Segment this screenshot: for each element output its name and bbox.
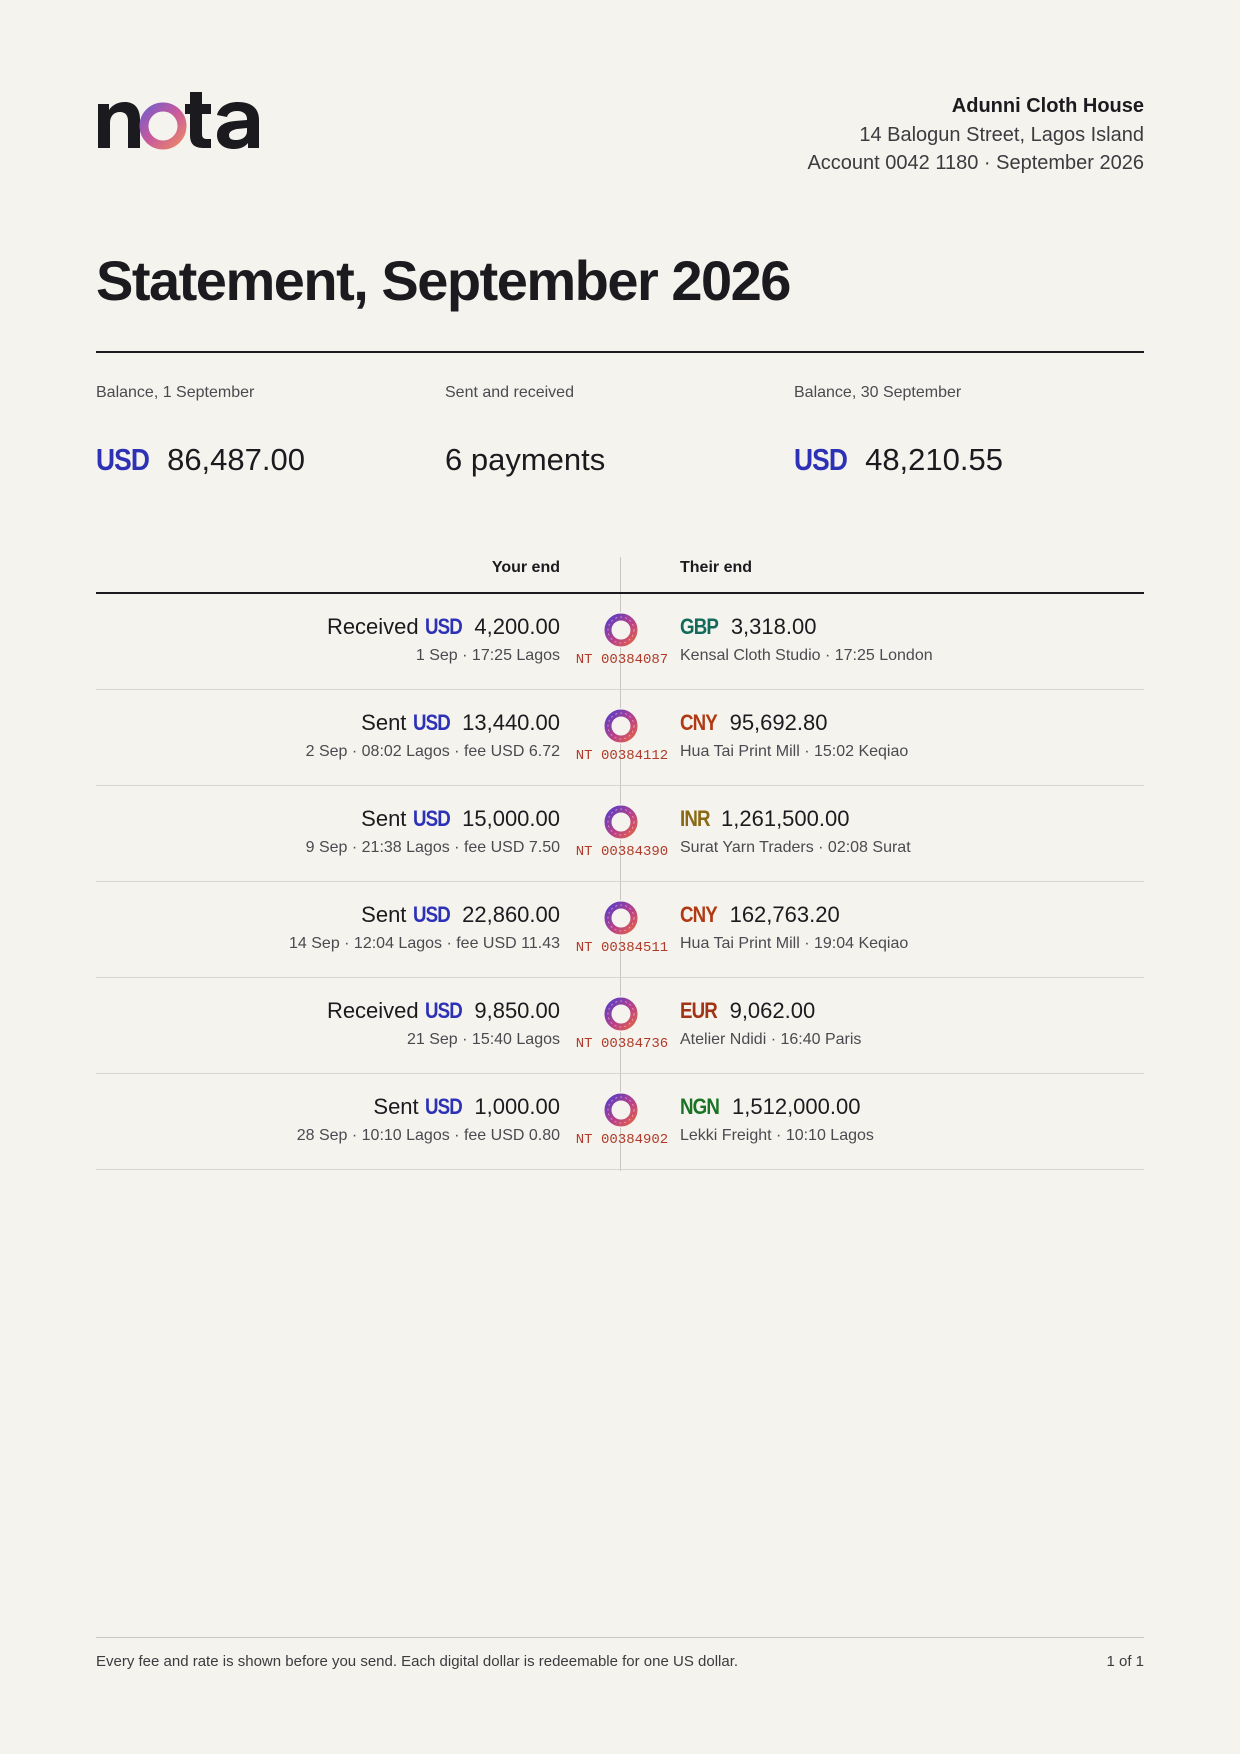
your-details: 1 Sep · 17:25 Lagos bbox=[415, 647, 560, 664]
opening-balance-value bbox=[96, 442, 426, 478]
transfer-ring-icon bbox=[603, 1092, 639, 1128]
direction-label: Received bbox=[326, 998, 419, 1023]
transfer-reference: NT 00384511 bbox=[575, 940, 669, 956]
payment-count-label: Sent and received bbox=[445, 384, 574, 401]
their-amount: 95,692.80 bbox=[729, 710, 828, 735]
their-end-cell bbox=[680, 804, 911, 860]
transfer-ring-icon bbox=[603, 996, 639, 1032]
company-address: 14 Balogun Street, Lagos Island bbox=[859, 123, 1144, 146]
your-end-header: Your end bbox=[491, 559, 560, 576]
your-amount: 22,860.00 bbox=[462, 902, 560, 927]
transfer-reference: NT 00384390 bbox=[575, 844, 669, 860]
table-header bbox=[96, 557, 1144, 593]
summary-section bbox=[96, 384, 1144, 494]
their-amount: 9,062.00 bbox=[729, 998, 816, 1023]
their-currency-code: NGN bbox=[680, 1094, 720, 1119]
footer-divider bbox=[96, 1637, 1144, 1638]
your-currency-code: USD bbox=[412, 710, 450, 735]
their-currency-code: INR bbox=[680, 806, 710, 831]
their-amount-line bbox=[680, 1092, 874, 1122]
transfer-reference: NT 00384736 bbox=[575, 1036, 669, 1052]
direction-label: Sent bbox=[373, 1094, 419, 1119]
their-amount-line bbox=[680, 612, 933, 642]
your-details: 2 Sep · 08:02 Lagos · fee USD 6.72 bbox=[305, 743, 560, 760]
direction-label: Received bbox=[326, 614, 419, 639]
your-end-cell bbox=[306, 708, 560, 764]
your-currency-code: USD bbox=[412, 902, 450, 927]
transfer-ring-icon bbox=[603, 708, 639, 744]
your-end-cell bbox=[297, 1092, 560, 1148]
transfer-ring-icon bbox=[603, 612, 639, 648]
closing-balance-label: Balance, 30 September bbox=[794, 384, 962, 401]
your-amount-line bbox=[306, 708, 560, 738]
their-end-cell bbox=[680, 996, 861, 1052]
title-divider bbox=[96, 351, 1144, 353]
their-currency-code: GBP bbox=[680, 614, 718, 639]
your-end-cell bbox=[327, 612, 560, 668]
your-details: 14 Sep · 12:04 Lagos · fee USD 11.43 bbox=[289, 935, 560, 952]
your-currency-code: USD bbox=[412, 806, 450, 831]
transfer-ring-icon bbox=[603, 900, 639, 936]
opening-balance-amount: 86,487.00 bbox=[167, 442, 305, 477]
your-details: 9 Sep · 21:38 Lagos · fee USD 7.50 bbox=[305, 839, 560, 856]
direction-label: Sent bbox=[361, 710, 407, 735]
your-details: 21 Sep · 15:40 Lagos bbox=[406, 1031, 560, 1048]
payment-count-value: 6 payments bbox=[445, 442, 606, 477]
your-currency-code: USD bbox=[424, 614, 462, 639]
your-end-cell bbox=[289, 900, 560, 956]
their-amount: 1,261,500.00 bbox=[721, 806, 850, 831]
your-amount: 13,440.00 bbox=[462, 710, 560, 735]
your-amount: 4,200.00 bbox=[474, 614, 560, 639]
your-details: 28 Sep · 10:10 Lagos · fee USD 0.80 bbox=[296, 1127, 560, 1144]
your-amount: 15,000.00 bbox=[462, 806, 560, 831]
their-end-cell bbox=[680, 612, 933, 668]
statement-page bbox=[96, 0, 1144, 1754]
their-details: Atelier Ndidi · 16:40 Paris bbox=[680, 1031, 862, 1048]
their-details: Lekki Freight · 10:10 Lagos bbox=[680, 1127, 874, 1144]
transaction-row bbox=[96, 978, 1144, 1074]
their-amount-line bbox=[680, 996, 861, 1026]
account-holder-block bbox=[807, 92, 1144, 178]
their-details: Surat Yarn Traders · 02:08 Surat bbox=[680, 839, 911, 856]
transfer-reference: NT 00384902 bbox=[575, 1132, 669, 1148]
their-amount: 3,318.00 bbox=[730, 614, 817, 639]
their-end-cell bbox=[680, 900, 908, 956]
currency-code: USD bbox=[96, 442, 150, 477]
their-details: Kensal Cloth Studio · 17:25 London bbox=[680, 647, 933, 664]
opening-balance bbox=[96, 384, 426, 478]
transfer-ring-icon bbox=[603, 804, 639, 840]
their-details: Hua Tai Print Mill · 15:02 Keqiao bbox=[680, 743, 909, 760]
closing-balance-value bbox=[794, 442, 1124, 478]
their-amount-line bbox=[680, 804, 911, 834]
their-amount-line bbox=[680, 900, 908, 930]
opening-balance-label: Balance, 1 September bbox=[96, 384, 255, 401]
your-amount-line bbox=[289, 900, 560, 930]
closing-balance-amount: 48,210.55 bbox=[865, 442, 1003, 477]
nota-logo bbox=[96, 88, 276, 154]
transaction-row bbox=[96, 882, 1144, 978]
page-title: Statement, September 2026 bbox=[96, 249, 790, 312]
payment-count bbox=[445, 384, 775, 478]
transaction-row bbox=[96, 690, 1144, 786]
transaction-row bbox=[96, 1074, 1144, 1170]
transfer-reference: NT 00384087 bbox=[575, 652, 669, 668]
their-end-header: Their end bbox=[680, 559, 753, 576]
your-end-cell bbox=[306, 804, 560, 860]
their-end-cell bbox=[680, 1092, 874, 1148]
your-amount: 9,850.00 bbox=[474, 998, 560, 1023]
transfer-reference: NT 00384112 bbox=[575, 748, 669, 764]
company-name: Adunni Cloth House bbox=[951, 95, 1144, 117]
their-currency-code: CNY bbox=[680, 710, 717, 735]
currency-code: USD bbox=[794, 442, 848, 477]
your-amount-line bbox=[327, 612, 560, 642]
transaction-row bbox=[96, 786, 1144, 882]
your-amount-line bbox=[297, 1092, 560, 1122]
their-amount: 1,512,000.00 bbox=[732, 1094, 861, 1119]
account-line: Account 0042 1180 · September 2026 bbox=[807, 152, 1144, 174]
their-amount: 162,763.20 bbox=[729, 902, 840, 927]
their-end-cell bbox=[680, 708, 908, 764]
page-number: 1 of 1 bbox=[1106, 1653, 1144, 1670]
direction-label: Sent bbox=[361, 806, 407, 831]
your-amount-line bbox=[327, 996, 560, 1026]
transaction-list bbox=[96, 594, 1144, 1170]
their-amount-line bbox=[680, 708, 908, 738]
their-details: Hua Tai Print Mill · 19:04 Keqiao bbox=[680, 935, 909, 952]
footer-note: Every fee and rate is shown before you send. Each digital dollar is redeemable for one US dollar. bbox=[96, 1653, 739, 1670]
their-currency-code: CNY bbox=[680, 902, 717, 927]
transaction-row bbox=[96, 594, 1144, 690]
closing-balance bbox=[794, 384, 1124, 478]
your-currency-code: USD bbox=[424, 1094, 462, 1119]
your-amount-line bbox=[306, 804, 560, 834]
your-amount: 1,000.00 bbox=[474, 1094, 560, 1119]
your-end-cell bbox=[327, 996, 560, 1052]
direction-label: Sent bbox=[361, 902, 407, 927]
their-currency-code: EUR bbox=[680, 998, 717, 1023]
your-currency-code: USD bbox=[424, 998, 462, 1023]
